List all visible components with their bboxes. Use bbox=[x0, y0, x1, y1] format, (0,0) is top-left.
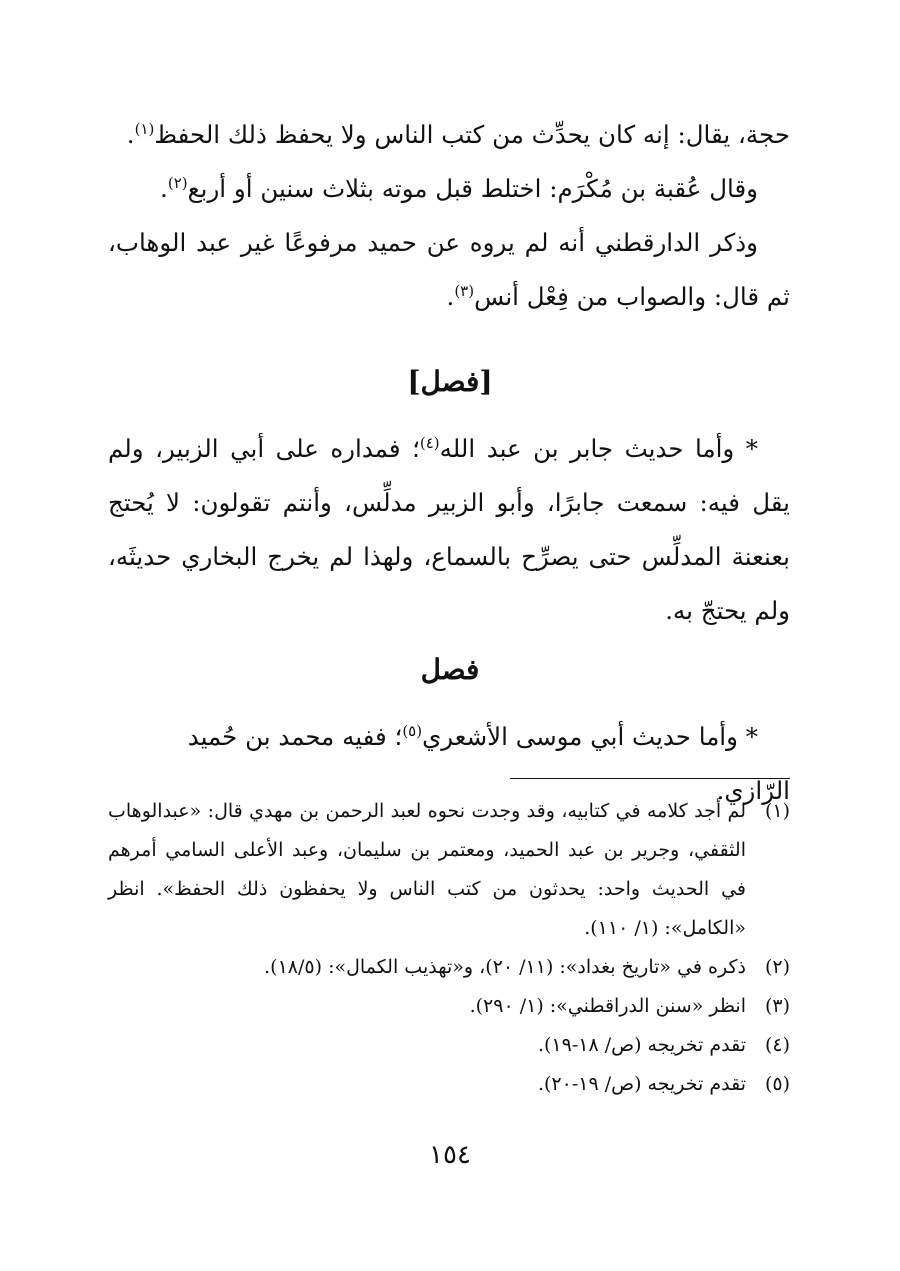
paragraph-3 bbox=[108, 216, 790, 324]
footnote-ref-4[interactable]: (٤) bbox=[419, 433, 440, 452]
paragraph-3-end: . bbox=[446, 282, 455, 311]
footnote-text: لم أجد كلامه في كتابيه، وقد وجدت نحوه لعبد الرحمن بن مهدي قال: «عبدالوهاب الثقفي، وجرير بن عبد الحميد، ومعتمر بن سليمان، وعبد الأعلى السامي أمرهم في الحديث واحد: يحدثون من كتب الناس ولا يحفظون ذلك الحفظ». انظر «الكامل»: (١/ ١١٠). bbox=[108, 800, 746, 939]
section-1-text-b: ؛ فمداره على أبي الزبير، ولم يقل فيه: سمعت جابرًا، وأبو الزبير مدلِّس، وأنتم تقولون: لا يُحتج بعنعنة المدلِّس حتى يصرِّح بالسماع، ولهذا لم يخرج البخاري حديثَه، ولم يحتجّ به. bbox=[108, 434, 790, 625]
footnote-ref-2[interactable]: (٢) bbox=[167, 173, 188, 192]
paragraph-1-end: . bbox=[126, 120, 135, 149]
footnote-4 bbox=[108, 1026, 790, 1065]
section-heading-2: فصل bbox=[420, 653, 480, 686]
section-heading-1: [فصل] bbox=[407, 365, 493, 398]
footnote-number: (٥) bbox=[764, 1073, 790, 1095]
main-text bbox=[108, 108, 790, 324]
paragraph-1 bbox=[108, 108, 790, 162]
footnote-2 bbox=[108, 948, 790, 987]
footnote-text: تقدم تخريجه (ص/ ١٩-٢٠). bbox=[537, 1073, 746, 1095]
paragraph-2-text: وقال عُقبة بن مُكْرَم: اختلط قبل موته بثلاث سنين أو أربع bbox=[187, 174, 758, 203]
footnote-3 bbox=[108, 987, 790, 1026]
section-1-paragraph bbox=[108, 422, 790, 638]
footnote-number: (١) bbox=[764, 800, 790, 822]
footnote-1 bbox=[108, 792, 790, 948]
footnote-number: (٣) bbox=[764, 995, 790, 1017]
paragraph-2-end: . bbox=[160, 174, 168, 203]
footnote-ref-3[interactable]: (٣) bbox=[454, 281, 475, 300]
section-1-text-a: * وأما حديث جابر بن عبد الله bbox=[439, 434, 758, 463]
paragraph-2 bbox=[108, 162, 790, 216]
footnote-ref-5[interactable]: (٥) bbox=[402, 721, 423, 740]
footnote-5 bbox=[108, 1065, 790, 1104]
footnote-number: (٢) bbox=[764, 956, 790, 978]
footnote-text: تقدم تخريجه (ص/ ١٨-١٩). bbox=[537, 1034, 746, 1056]
paragraph-3-text: وذكر الدارقطني أنه لم يروه عن حميد مرفوعًا غير عبد الوهاب، ثم قال: والصواب من فِعْل أنس bbox=[108, 228, 790, 311]
paragraph-1-text: حجة، يقال: إنه كان يحدِّث من كتب الناس ولا يحفظ ذلك الحفظ bbox=[154, 120, 790, 149]
section-1-text bbox=[108, 422, 790, 638]
footnote-ref-1[interactable]: (١) bbox=[134, 119, 155, 138]
footnotes bbox=[108, 792, 790, 1104]
footnote-separator bbox=[510, 778, 790, 779]
footnote-text: ذكره في «تاريخ بغداد»: (١١/ ٢٠)، و«تهذيب الكمال»: (١٨/٥). bbox=[264, 956, 746, 978]
footnote-text: انظر «سنن الدراقطني»: (١/ ٢٩٠). bbox=[469, 995, 746, 1017]
page-number: ١٥٤ bbox=[429, 1140, 471, 1170]
footnote-number: (٤) bbox=[764, 1034, 790, 1056]
section-2-text-a: * وأما حديث أبي موسى الأشعري bbox=[422, 722, 758, 751]
section-2-text-b: ؛ ففيه محمد بن حُميد الرّازي. bbox=[187, 722, 790, 805]
